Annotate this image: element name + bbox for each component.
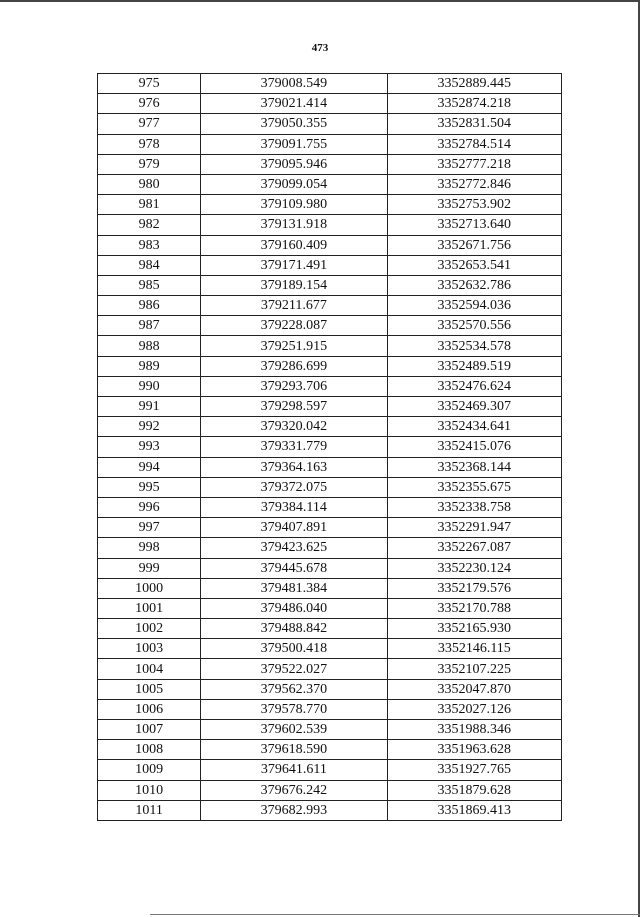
y-coordinate-cell: 3352632.786	[387, 275, 561, 295]
y-coordinate-cell: 3352267.087	[387, 538, 561, 558]
point-number-cell: 998	[98, 538, 201, 558]
x-coordinate-cell: 379211.677	[201, 296, 387, 316]
table-row	[98, 578, 562, 598]
x-coordinate-cell: 379099.054	[201, 174, 387, 194]
table-row	[98, 74, 562, 94]
table-row	[98, 417, 562, 437]
y-coordinate-cell: 3352338.758	[387, 497, 561, 517]
x-coordinate-cell: 379522.027	[201, 659, 387, 679]
table-row	[98, 255, 562, 275]
y-coordinate-cell: 3352291.947	[387, 518, 561, 538]
x-coordinate-cell: 379641.611	[201, 760, 387, 780]
y-coordinate-cell: 3352355.675	[387, 477, 561, 497]
point-number-cell: 990	[98, 376, 201, 396]
table-row	[98, 235, 562, 255]
x-coordinate-cell: 379481.384	[201, 578, 387, 598]
table-row	[98, 174, 562, 194]
table-row	[98, 336, 562, 356]
table-row	[98, 275, 562, 295]
point-number-cell: 987	[98, 316, 201, 336]
point-number-cell: 989	[98, 356, 201, 376]
point-number-cell: 976	[98, 94, 201, 114]
table-row	[98, 376, 562, 396]
y-coordinate-cell: 3352047.870	[387, 679, 561, 699]
table-row	[98, 477, 562, 497]
table-row	[98, 94, 562, 114]
table-row	[98, 760, 562, 780]
y-coordinate-cell: 3352777.218	[387, 154, 561, 174]
coordinates-table-body	[98, 74, 562, 821]
table-row	[98, 558, 562, 578]
y-coordinate-cell: 3352570.556	[387, 316, 561, 336]
table-row	[98, 659, 562, 679]
x-coordinate-cell: 379286.699	[201, 356, 387, 376]
y-coordinate-cell: 3352772.846	[387, 174, 561, 194]
x-coordinate-cell: 379298.597	[201, 397, 387, 417]
y-coordinate-cell: 3352415.076	[387, 437, 561, 457]
point-number-cell: 984	[98, 255, 201, 275]
table-row	[98, 699, 562, 719]
x-coordinate-cell: 379364.163	[201, 457, 387, 477]
y-coordinate-cell: 3352874.218	[387, 94, 561, 114]
y-coordinate-cell: 3351879.628	[387, 780, 561, 800]
table-row	[98, 780, 562, 800]
y-coordinate-cell: 3352784.514	[387, 134, 561, 154]
y-coordinate-cell: 3352179.576	[387, 578, 561, 598]
x-coordinate-cell: 379486.040	[201, 598, 387, 618]
point-number-cell: 1003	[98, 639, 201, 659]
y-coordinate-cell: 3352476.624	[387, 376, 561, 396]
point-number-cell: 985	[98, 275, 201, 295]
point-number-cell: 983	[98, 235, 201, 255]
y-coordinate-cell: 3352534.578	[387, 336, 561, 356]
point-number-cell: 1004	[98, 659, 201, 679]
x-coordinate-cell: 379189.154	[201, 275, 387, 295]
y-coordinate-cell: 3352653.541	[387, 255, 561, 275]
x-coordinate-cell: 379091.755	[201, 134, 387, 154]
x-coordinate-cell: 379488.842	[201, 619, 387, 639]
point-number-cell: 1010	[98, 780, 201, 800]
x-coordinate-cell: 379602.539	[201, 720, 387, 740]
x-coordinate-cell: 379008.549	[201, 74, 387, 94]
table-row	[98, 720, 562, 740]
x-coordinate-cell: 379578.770	[201, 699, 387, 719]
x-coordinate-cell: 379384.114	[201, 497, 387, 517]
point-number-cell: 986	[98, 296, 201, 316]
x-coordinate-cell: 379171.491	[201, 255, 387, 275]
point-number-cell: 982	[98, 215, 201, 235]
y-coordinate-cell: 3351988.346	[387, 720, 561, 740]
x-coordinate-cell: 379293.706	[201, 376, 387, 396]
table-row	[98, 740, 562, 760]
table-row	[98, 457, 562, 477]
y-coordinate-cell: 3352713.640	[387, 215, 561, 235]
coordinates-table	[97, 73, 562, 821]
point-number-cell: 981	[98, 195, 201, 215]
x-coordinate-cell: 379682.993	[201, 800, 387, 820]
x-coordinate-cell: 379251.915	[201, 336, 387, 356]
table-row	[98, 134, 562, 154]
y-coordinate-cell: 3351869.413	[387, 800, 561, 820]
x-coordinate-cell: 379407.891	[201, 518, 387, 538]
x-coordinate-cell: 379676.242	[201, 780, 387, 800]
y-coordinate-cell: 3351963.628	[387, 740, 561, 760]
y-coordinate-cell: 3352165.930	[387, 619, 561, 639]
x-coordinate-cell: 379228.087	[201, 316, 387, 336]
point-number-cell: 993	[98, 437, 201, 457]
x-coordinate-cell: 379131.918	[201, 215, 387, 235]
point-number-cell: 992	[98, 417, 201, 437]
x-coordinate-cell: 379500.418	[201, 639, 387, 659]
y-coordinate-cell: 3352671.756	[387, 235, 561, 255]
point-number-cell: 1000	[98, 578, 201, 598]
point-number-cell: 1008	[98, 740, 201, 760]
point-number-cell: 995	[98, 477, 201, 497]
y-coordinate-cell: 3352146.115	[387, 639, 561, 659]
x-coordinate-cell: 379331.779	[201, 437, 387, 457]
x-coordinate-cell: 379160.409	[201, 235, 387, 255]
y-coordinate-cell: 3352753.902	[387, 195, 561, 215]
table-row	[98, 679, 562, 699]
table-row	[98, 497, 562, 517]
x-coordinate-cell: 379445.678	[201, 558, 387, 578]
table-row	[98, 316, 562, 336]
table-row	[98, 154, 562, 174]
point-number-cell: 1005	[98, 679, 201, 699]
scan-top-edge	[0, 0, 640, 2]
point-number-cell: 980	[98, 174, 201, 194]
point-number-cell: 1007	[98, 720, 201, 740]
scan-bottom-edge	[150, 914, 640, 915]
table-row	[98, 114, 562, 134]
x-coordinate-cell: 379109.980	[201, 195, 387, 215]
point-number-cell: 991	[98, 397, 201, 417]
point-number-cell: 979	[98, 154, 201, 174]
table-row	[98, 800, 562, 820]
point-number-cell: 999	[98, 558, 201, 578]
y-coordinate-cell: 3352230.124	[387, 558, 561, 578]
point-number-cell: 1001	[98, 598, 201, 618]
y-coordinate-cell: 3352107.225	[387, 659, 561, 679]
table-row	[98, 538, 562, 558]
point-number-cell: 978	[98, 134, 201, 154]
page-number: 473	[311, 42, 329, 54]
point-number-cell: 977	[98, 114, 201, 134]
point-number-cell: 1002	[98, 619, 201, 639]
table-row	[98, 215, 562, 235]
x-coordinate-cell: 379372.075	[201, 477, 387, 497]
y-coordinate-cell: 3352831.504	[387, 114, 561, 134]
table-row	[98, 619, 562, 639]
x-coordinate-cell: 379320.042	[201, 417, 387, 437]
x-coordinate-cell: 379618.590	[201, 740, 387, 760]
table-row	[98, 296, 562, 316]
y-coordinate-cell: 3352170.788	[387, 598, 561, 618]
y-coordinate-cell: 3352469.307	[387, 397, 561, 417]
table-row	[98, 356, 562, 376]
table-row	[98, 195, 562, 215]
x-coordinate-cell: 379423.625	[201, 538, 387, 558]
x-coordinate-cell: 379562.370	[201, 679, 387, 699]
point-number-cell: 1011	[98, 800, 201, 820]
point-number-cell: 975	[98, 74, 201, 94]
point-number-cell: 996	[98, 497, 201, 517]
point-number-cell: 1006	[98, 699, 201, 719]
x-coordinate-cell: 379095.946	[201, 154, 387, 174]
x-coordinate-cell: 379050.355	[201, 114, 387, 134]
table-row	[98, 397, 562, 417]
y-coordinate-cell: 3351927.765	[387, 760, 561, 780]
y-coordinate-cell: 3352889.445	[387, 74, 561, 94]
y-coordinate-cell: 3352434.641	[387, 417, 561, 437]
table-row	[98, 598, 562, 618]
y-coordinate-cell: 3352594.036	[387, 296, 561, 316]
table-row	[98, 639, 562, 659]
y-coordinate-cell: 3352489.519	[387, 356, 561, 376]
table-row	[98, 518, 562, 538]
y-coordinate-cell: 3352368.144	[387, 457, 561, 477]
x-coordinate-cell: 379021.414	[201, 94, 387, 114]
table-row	[98, 437, 562, 457]
point-number-cell: 994	[98, 457, 201, 477]
y-coordinate-cell: 3352027.126	[387, 699, 561, 719]
point-number-cell: 997	[98, 518, 201, 538]
point-number-cell: 1009	[98, 760, 201, 780]
point-number-cell: 988	[98, 336, 201, 356]
